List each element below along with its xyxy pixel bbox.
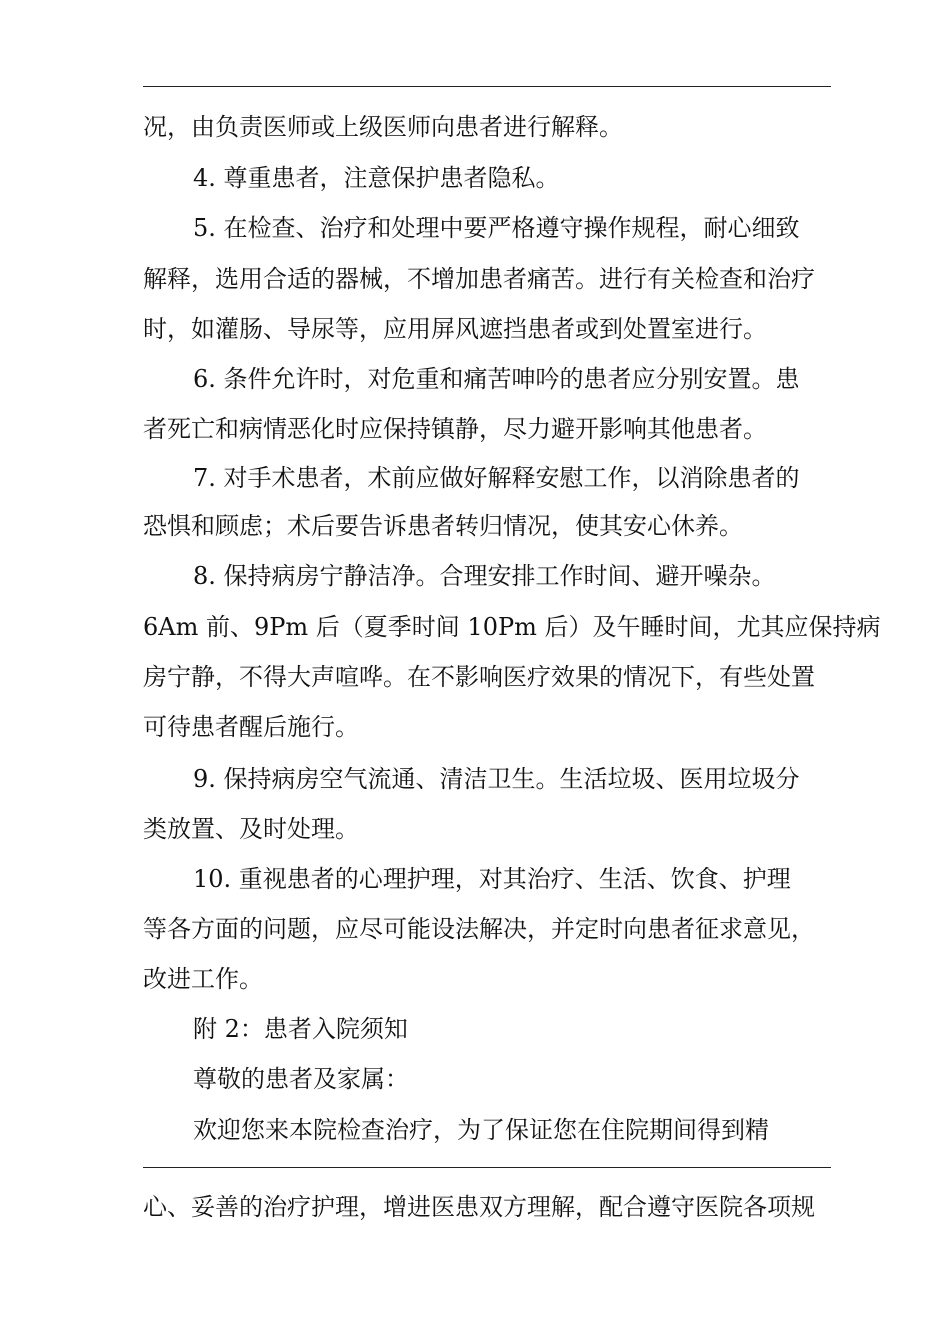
text-line: 欢迎您来本院检查治疗，为了保证您在住院期间得到精 — [193, 1116, 769, 1144]
salutation: 尊敬的患者及家属： — [193, 1065, 409, 1093]
footer-rule — [143, 1167, 831, 1168]
text-line: 况，由负责医师或上级医师向患者进行解释。 — [143, 113, 623, 141]
text-line: 等各方面的问题，应尽可能设法解决，并定时向患者征求意见， — [143, 915, 815, 943]
text-line: 9. 保持病房空气流通、清洁卫生。生活垃圾、医用垃圾分 — [193, 765, 800, 793]
text-line: 解释，选用合适的器械，不增加患者痛苦。进行有关检查和治疗 — [143, 265, 815, 293]
text-line: 类放置、及时处理。 — [143, 815, 359, 843]
next-page-text-line: 心、妥善的治疗护理，增进医患双方理解，配合遵守医院各项规 — [143, 1193, 815, 1221]
text-line: 可待患者醒后施行。 — [143, 713, 359, 741]
text-line: 改进工作。 — [143, 965, 263, 993]
text-line: 5. 在检查、治疗和处理中要严格遵守操作规程，耐心细致 — [193, 214, 800, 242]
appendix-heading: 附 2：患者入院须知 — [193, 1015, 408, 1043]
text-line: 时，如灌肠、导尿等，应用屏风遮挡患者或到处置室进行。 — [143, 315, 767, 343]
text-line: 恐惧和顾虑；术后要告诉患者转归情况，使其安心休养。 — [143, 512, 743, 540]
text-line: 10. 重视患者的心理护理，对其治疗、生活、饮食、护理 — [193, 865, 791, 893]
text-line: 房宁静，不得大声喧哗。在不影响医疗效果的情况下，有些处置 — [143, 663, 815, 691]
header-rule — [143, 86, 831, 87]
text-line: 者死亡和病情恶化时应保持镇静，尽力避开影响其他患者。 — [143, 415, 767, 443]
text-line: 7. 对手术患者，术前应做好解释安慰工作，以消除患者的 — [193, 464, 800, 492]
text-line: 8. 保持病房宁静洁净。合理安排工作时间、避开噪杂。 — [193, 562, 776, 590]
text-line: 6Am 前、9Pm 后（夏季时间 10Pm 后）及午睡时间，尤其应保持病 — [143, 613, 881, 641]
text-line: 4. 尊重患者，注意保护患者隐私。 — [193, 164, 560, 192]
text-line: 6. 条件允许时，对危重和痛苦呻吟的患者应分别安置。患 — [193, 365, 800, 393]
